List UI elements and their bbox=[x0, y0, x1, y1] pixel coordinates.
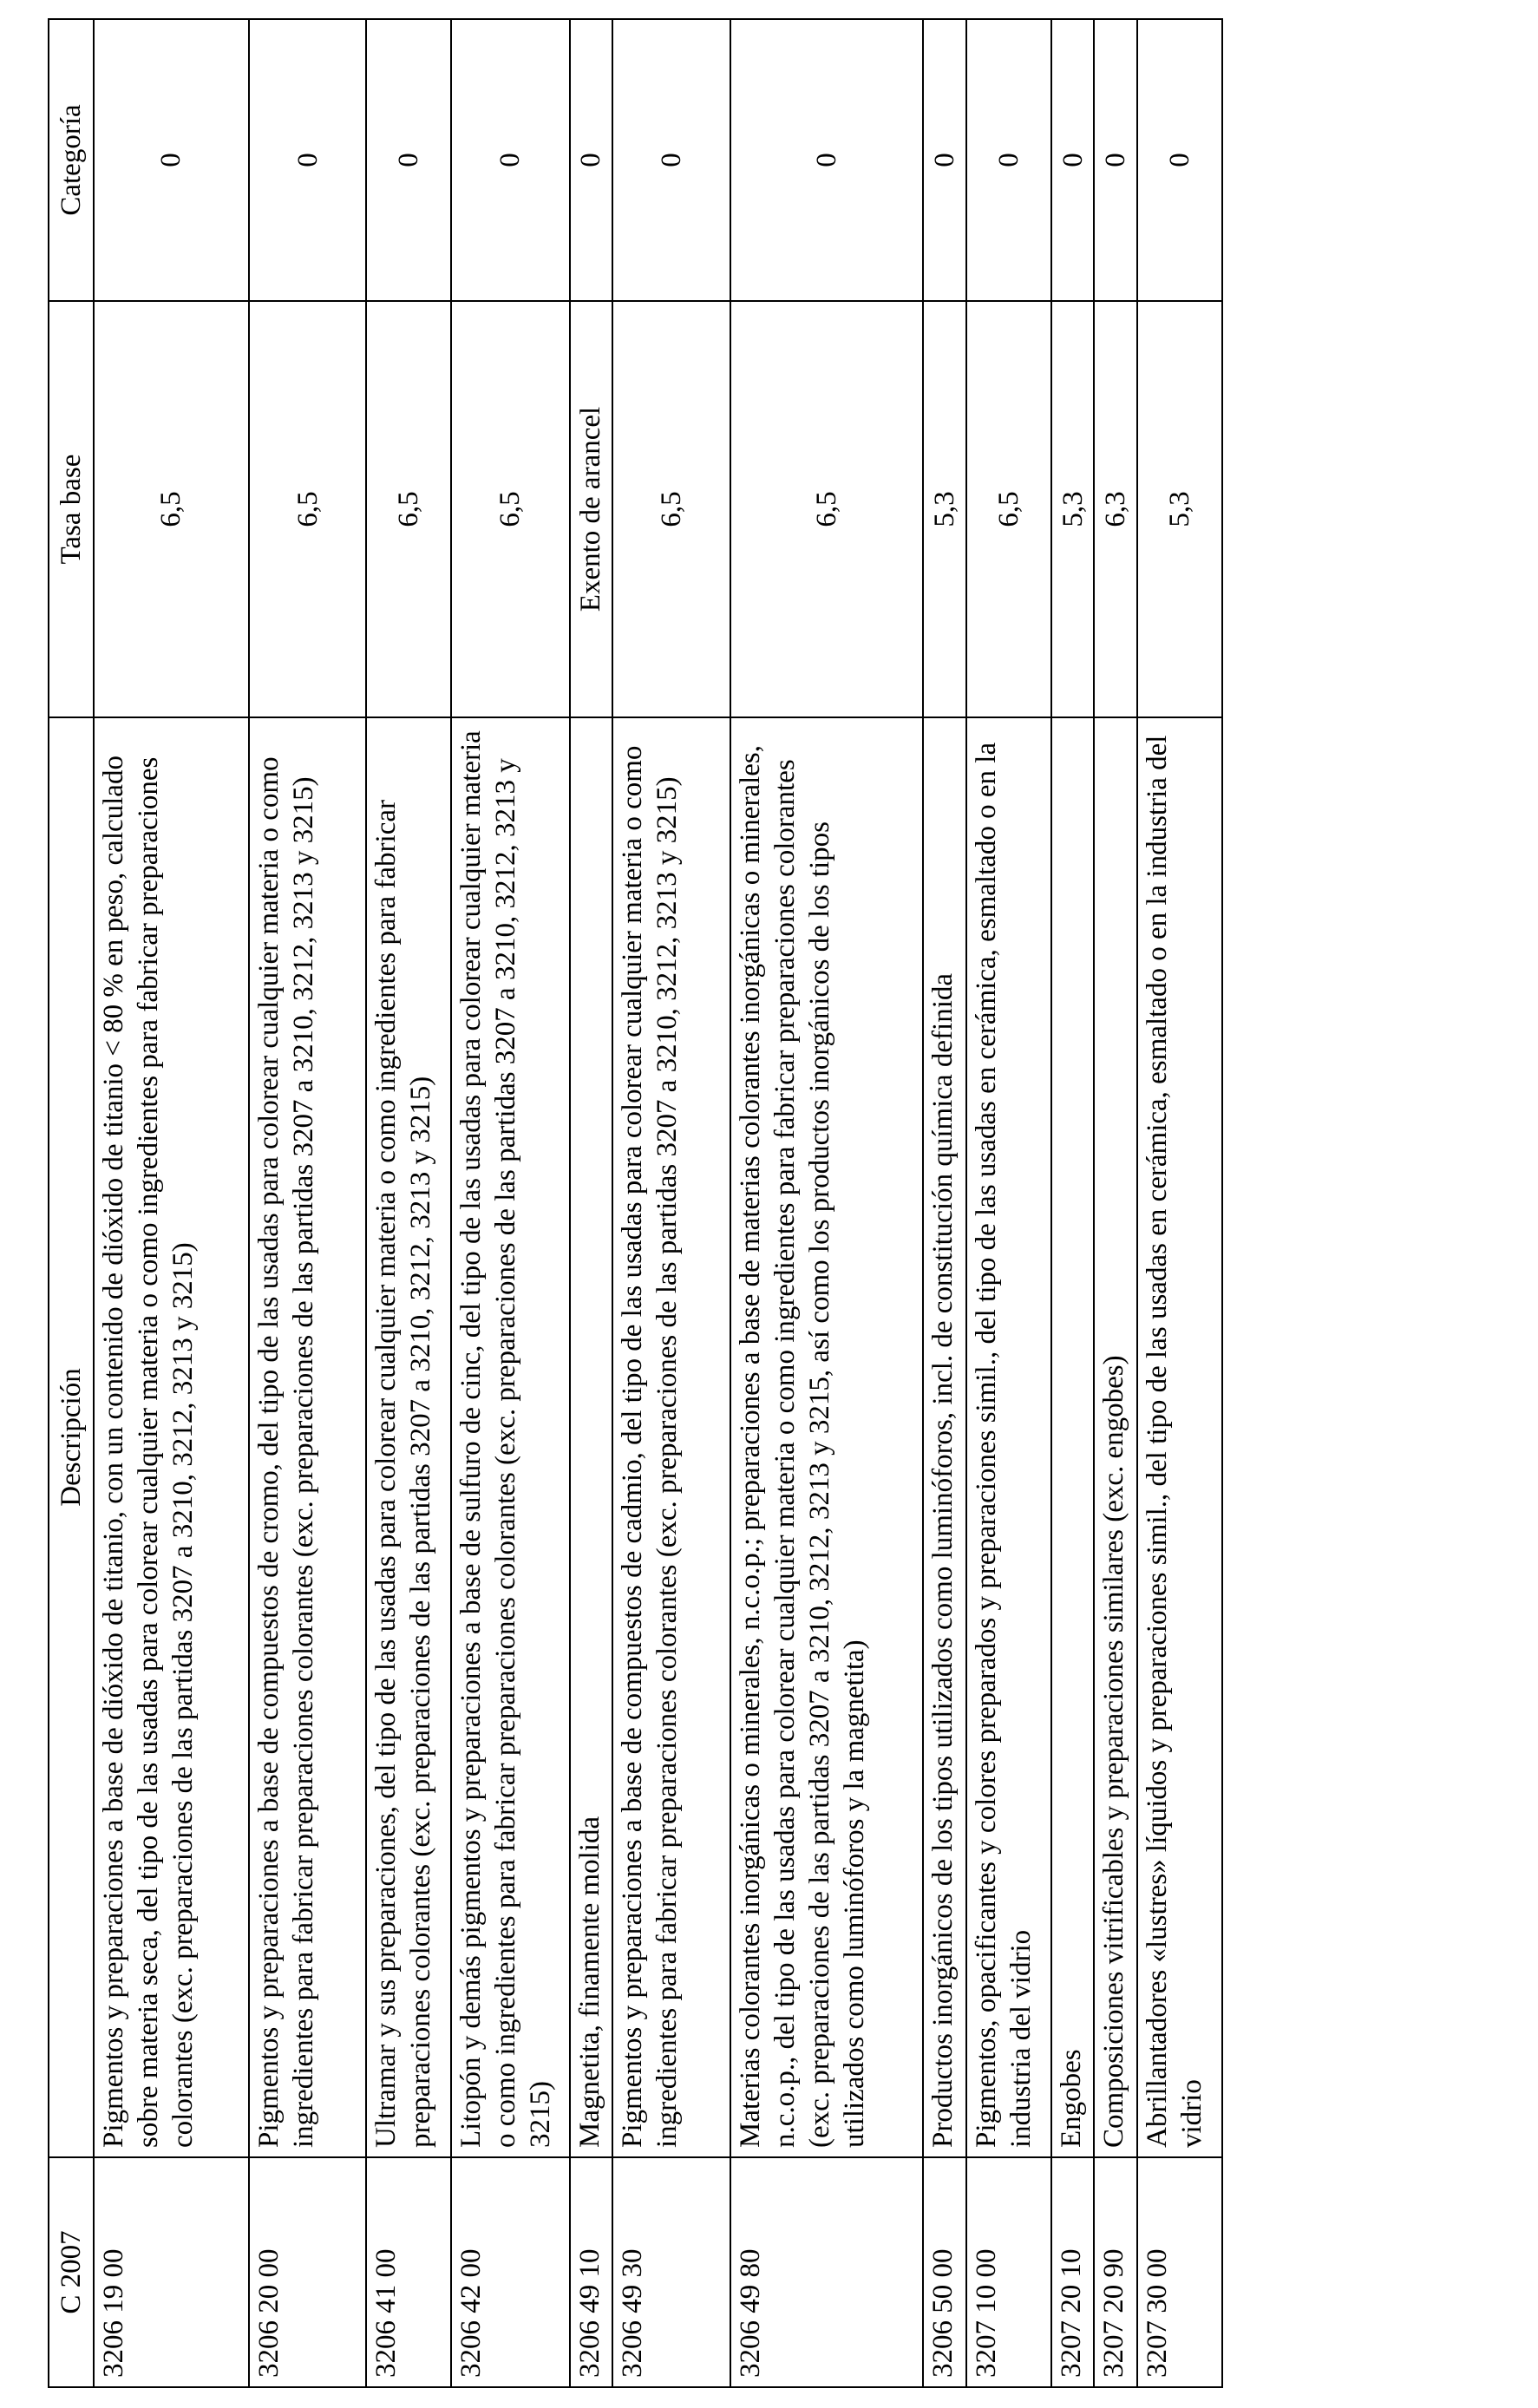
code-cell: 3206 41 00 bbox=[366, 2157, 451, 2387]
category-cell: 0 bbox=[1051, 19, 1095, 301]
category-cell: 0 bbox=[366, 19, 451, 301]
table-row bbox=[923, 19, 966, 2387]
description-cell: Productos inorgánicos de los tipos utilizados como luminóforos, incl. de constitución química definida bbox=[923, 717, 966, 2157]
header-row bbox=[49, 19, 94, 2387]
base-rate-cell: 6,3 bbox=[1094, 301, 1137, 717]
description-cell: Pigmentos y preparaciones a base de dióxido de titanio, con un contenido de dióxido de titanio < 80 % en peso, calculado sobre materia seca, del tipo de las usadas para colorear cualquier materia o como ingredientes para fabricar preparaciones colorantes (exc. preparaciones de las partidas 3207 a 3210, 3212, 3213 y 3215) bbox=[94, 717, 249, 2157]
description-cell: Composiciones vitrificables y preparaciones similares (exc. engobes) bbox=[1094, 717, 1137, 2157]
description-cell: Pigmentos y preparaciones a base de compuestos de cromo, del tipo de las usadas para colorear cualquier materia o como ingredientes para fabricar preparaciones colorantes (exc. preparaciones de las partidas 3207 a 3210, 3212, 3213 y 3215) bbox=[249, 717, 367, 2157]
description-cell: Litopón y demás pigmentos y preparaciones a base de sulfuro de cinc, del tipo de las usadas para colorear cualquier materia o como ingredientes para fabricar preparaciones colorantes (exc. preparaciones de las partidas 3207 a 3210, 3212, 3213 y 3215) bbox=[451, 717, 570, 2157]
base-rate-cell: 6,5 bbox=[366, 301, 451, 717]
col-header-category: Categoría bbox=[49, 19, 94, 301]
tariff-table bbox=[48, 18, 1223, 2388]
code-cell: 3207 30 00 bbox=[1137, 2157, 1222, 2387]
description-cell: Materias colorantes inorgánicas o minerales, n.c.o.p.; preparaciones a base de materias colorantes inorgánicas o minerales, n.c.o.p., del tipo de las usadas para colorear cualquier materia o como ingredientes para fabricar preparaciones colorantes (exc. preparaciones de las partidas 3207 a 3210, 3212, 3213 y 3215, así como los productos inorgánicos de los tipos utilizados como luminóforos y la magnetita) bbox=[730, 717, 923, 2157]
category-cell: 0 bbox=[1137, 19, 1222, 301]
category-cell: 0 bbox=[249, 19, 367, 301]
description-cell: Engobes bbox=[1051, 717, 1095, 2157]
table-row bbox=[366, 19, 451, 2387]
table-row bbox=[451, 19, 570, 2387]
base-rate-cell: 6,5 bbox=[966, 301, 1051, 717]
code-cell: 3206 50 00 bbox=[923, 2157, 966, 2387]
category-cell: 0 bbox=[451, 19, 570, 301]
category-cell: 0 bbox=[966, 19, 1051, 301]
base-rate-cell: 6,5 bbox=[249, 301, 367, 717]
code-cell: 3206 20 00 bbox=[249, 2157, 367, 2387]
table-row bbox=[730, 19, 923, 2387]
description-cell: Pigmentos, opacificantes y colores preparados y preparaciones simil., del tipo de las usadas en cerámica, esmaltado o en la industria del vidrio bbox=[966, 717, 1051, 2157]
code-cell: 3207 20 10 bbox=[1051, 2157, 1095, 2387]
category-cell: 0 bbox=[94, 19, 249, 301]
base-rate-cell: Exento de arancel bbox=[570, 301, 613, 717]
rotated-page bbox=[48, 20, 1223, 2388]
code-cell: 3206 49 10 bbox=[570, 2157, 613, 2387]
category-cell: 0 bbox=[730, 19, 923, 301]
description-cell: Ultramar y sus preparaciones, del tipo de las usadas para colorear cualquier materia o como ingredientes para fabricar preparaciones colorantes (exc. preparaciones de las partidas 3207 a 3210, 3212, 3213 y 3215) bbox=[366, 717, 451, 2157]
base-rate-cell: 6,5 bbox=[451, 301, 570, 717]
base-rate-cell: 6,5 bbox=[94, 301, 249, 717]
col-header-base-rate: Tasa base bbox=[49, 301, 94, 717]
code-cell: 3206 42 00 bbox=[451, 2157, 570, 2387]
code-cell: 3206 19 00 bbox=[94, 2157, 249, 2387]
table-row bbox=[966, 19, 1051, 2387]
code-cell: 3206 49 30 bbox=[612, 2157, 730, 2387]
category-cell: 0 bbox=[570, 19, 613, 301]
table-row bbox=[94, 19, 249, 2387]
base-rate-cell: 6,5 bbox=[730, 301, 923, 717]
table-row bbox=[1137, 19, 1222, 2387]
col-header-code: C 2007 bbox=[49, 2157, 94, 2387]
base-rate-cell: 5,3 bbox=[1137, 301, 1222, 717]
table-row bbox=[612, 19, 730, 2387]
description-cell: Magnetita, finamente molida bbox=[570, 717, 613, 2157]
table-row bbox=[1094, 19, 1137, 2387]
table-row bbox=[249, 19, 367, 2387]
code-cell: 3206 49 80 bbox=[730, 2157, 923, 2387]
col-header-description: Descripción bbox=[49, 717, 94, 2157]
description-cell: Abrillantadores «lustres» líquidos y preparaciones simil., del tipo de las usadas en cerámica, esmaltado o en la industria del vidrio bbox=[1137, 717, 1222, 2157]
base-rate-cell: 5,3 bbox=[1051, 301, 1095, 717]
base-rate-cell: 6,5 bbox=[612, 301, 730, 717]
code-cell: 3207 20 90 bbox=[1094, 2157, 1137, 2387]
description-cell: Pigmentos y preparaciones a base de compuestos de cadmio, del tipo de las usadas para colorear cualquier materia o como ingredientes para fabricar preparaciones colorantes (exc. preparaciones de las partidas 3207 a 3210, 3212, 3213 y 3215) bbox=[612, 717, 730, 2157]
table-row bbox=[570, 19, 613, 2387]
category-cell: 0 bbox=[1094, 19, 1137, 301]
table-row bbox=[1051, 19, 1095, 2387]
category-cell: 0 bbox=[923, 19, 966, 301]
base-rate-cell: 5,3 bbox=[923, 301, 966, 717]
code-cell: 3207 10 00 bbox=[966, 2157, 1051, 2387]
category-cell: 0 bbox=[612, 19, 730, 301]
